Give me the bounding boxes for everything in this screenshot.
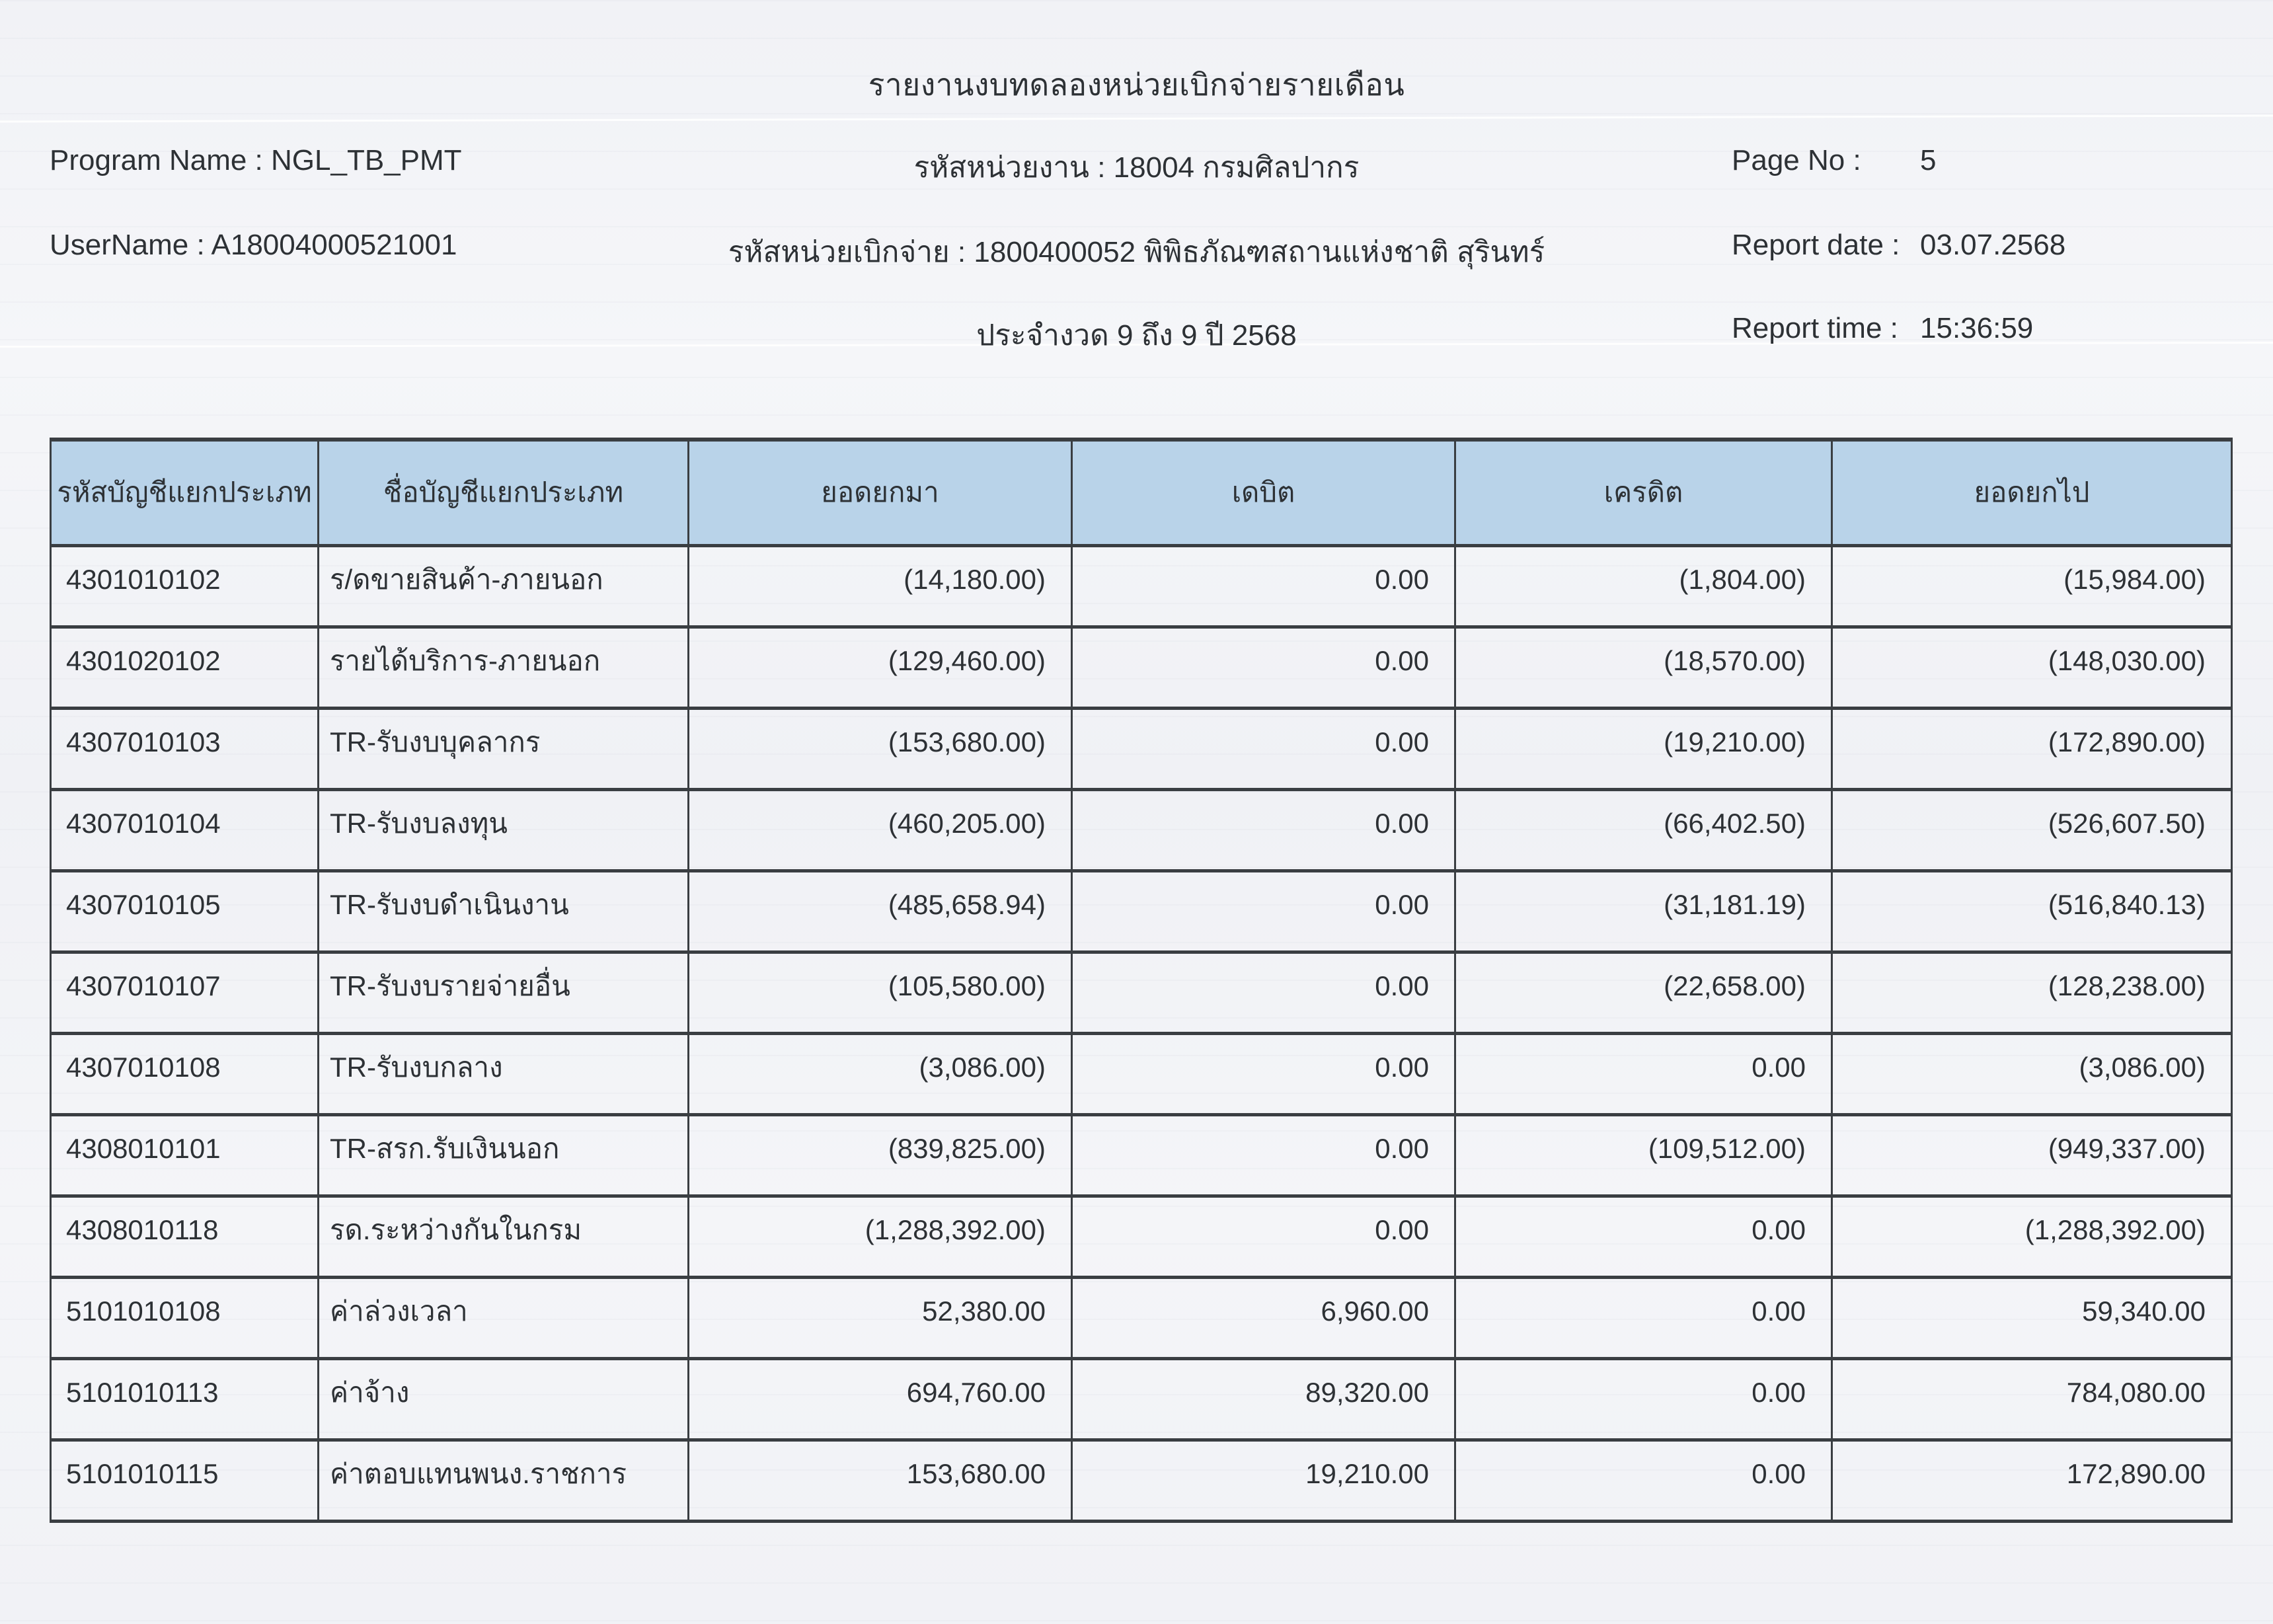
column-header-credit: เครดิต: [1455, 440, 1832, 545]
carry-forward-cell: (949,337.00): [1832, 1114, 2232, 1196]
carry-forward-cell: (1,288,392.00): [1832, 1196, 2232, 1277]
account-name-cell: ค่าตอบแทนพนง.ราชการ: [319, 1440, 689, 1521]
carry-forward-cell: (3,086.00): [1832, 1033, 2232, 1114]
account-name-cell: ร/ดขายสินค้า-ภายนอก: [319, 545, 689, 627]
carry-forward-cell: 59,340.00: [1832, 1277, 2232, 1358]
table-row: [51, 952, 2232, 1033]
account-name-cell: TR-รับงบบุคลากร: [319, 708, 689, 789]
debit-cell: 6,960.00: [1072, 1277, 1455, 1358]
credit-cell: 0.00: [1455, 1277, 1832, 1358]
balance-forward-cell: 694,760.00: [689, 1358, 1072, 1440]
debit-cell: 19,210.00: [1072, 1440, 1455, 1521]
credit-cell: 0.00: [1455, 1358, 1832, 1440]
table-row: [51, 1440, 2232, 1521]
balance-forward-cell: (129,460.00): [689, 627, 1072, 708]
account-name-cell: TR-รับงบรายจ่ายอื่น: [319, 952, 689, 1033]
account-name-cell: ค่าจ้าง: [319, 1358, 689, 1440]
report-time-label: Report time :: [1732, 312, 1898, 344]
account-code-cell: 4307010104: [51, 789, 319, 870]
balance-forward-cell: (485,658.94): [689, 870, 1072, 952]
credit-cell: (18,570.00): [1455, 627, 1832, 708]
carry-forward-cell: 172,890.00: [1832, 1440, 2232, 1521]
account-name-cell: TR-รับงบดำเนินงาน: [319, 870, 689, 952]
debit-cell: 0.00: [1072, 1196, 1455, 1277]
agency-code-value: 18004 กรมศิลปากร: [1113, 151, 1360, 184]
account-code-cell: 4301020102: [51, 627, 319, 708]
debit-cell: 0.00: [1072, 789, 1455, 870]
debit-cell: 0.00: [1072, 1033, 1455, 1114]
carry-forward-cell: (128,238.00): [1832, 952, 2232, 1033]
carry-forward-cell: 784,080.00: [1832, 1358, 2232, 1440]
table-row: [51, 789, 2232, 870]
debit-cell: 0.00: [1072, 1114, 1455, 1196]
scan-seam: [0, 114, 2273, 122]
header-line-user: [0, 229, 2273, 275]
account-code-cell: 4307010103: [51, 708, 319, 789]
table-row: [51, 708, 2232, 789]
carry-forward-cell: (15,984.00): [1832, 545, 2232, 627]
page-no-value: 5: [1920, 144, 1937, 176]
debit-cell: 0.00: [1072, 952, 1455, 1033]
table-header: [51, 440, 2232, 545]
account-code-cell: 4307010107: [51, 952, 319, 1033]
table-row: [51, 870, 2232, 952]
debit-cell: 0.00: [1072, 545, 1455, 627]
table-body: [51, 545, 2232, 1521]
debit-cell: 0.00: [1072, 708, 1455, 789]
program-name-value: NGL_TB_PMT: [271, 144, 462, 176]
page-no-label: Page No :: [1732, 144, 1861, 176]
credit-cell: (31,181.19): [1455, 870, 1832, 952]
debit-cell: 0.00: [1072, 870, 1455, 952]
username-label: UserName :: [50, 229, 205, 261]
credit-cell: 0.00: [1455, 1196, 1832, 1277]
balance-forward-cell: (460,205.00): [689, 789, 1072, 870]
column-header-debit: เดบิต: [1072, 440, 1455, 545]
credit-cell: (109,512.00): [1455, 1114, 1832, 1196]
column-header-account-code: รหัสบัญชีแยกประเภท: [51, 440, 319, 545]
credit-cell: 0.00: [1455, 1033, 1832, 1114]
account-name-cell: TR-สรก.รับเงินนอก: [319, 1114, 689, 1196]
disbursement-unit-label: รหัสหน่วยเบิกจ่าย :: [728, 236, 966, 268]
table-row: [51, 1033, 2232, 1114]
balance-forward-cell: (3,086.00): [689, 1033, 1072, 1114]
account-code-cell: 5101010115: [51, 1440, 319, 1521]
report-date-label: Report date :: [1732, 229, 1900, 261]
report-period: ประจำงวด 9 ถึง 9 ปี 2568: [976, 319, 1297, 352]
table-row: [51, 545, 2232, 627]
report-date-value: 03.07.2568: [1920, 229, 2066, 261]
balance-forward-cell: 153,680.00: [689, 1440, 1072, 1521]
credit-cell: (19,210.00): [1455, 708, 1832, 789]
report-time-value: 15:36:59: [1920, 312, 2034, 344]
trial-balance-table: [50, 438, 2233, 1523]
account-code-cell: 4307010108: [51, 1033, 319, 1114]
report-title: รายงานงบทดลองหน่วยเบิกจ่ายรายเดือน: [868, 67, 1405, 102]
account-code-cell: 4308010118: [51, 1196, 319, 1277]
balance-forward-cell: (839,825.00): [689, 1114, 1072, 1196]
balance-forward-cell: (14,180.00): [689, 545, 1072, 627]
account-name-cell: รด.ระหว่างกันในกรม: [319, 1196, 689, 1277]
carry-forward-cell: (148,030.00): [1832, 627, 2232, 708]
credit-cell: (66,402.50): [1455, 789, 1832, 870]
account-name-cell: TR-รับงบลงทุน: [319, 789, 689, 870]
table-row: [51, 1358, 2232, 1440]
disbursement-unit-value: 1800400052 พิพิธภัณฑสถานแห่งชาติ สุรินทร์: [974, 236, 1545, 268]
account-code-cell: 5101010113: [51, 1358, 319, 1440]
column-header-account-name: ชื่อบัญชีแยกประเภท: [319, 440, 689, 545]
account-name-cell: รายได้บริการ-ภายนอก: [319, 627, 689, 708]
account-code-cell: 4301010102: [51, 545, 319, 627]
account-name-cell: TR-รับงบกลาง: [319, 1033, 689, 1114]
header-line-period: [0, 312, 2273, 358]
table-row: [51, 1114, 2232, 1196]
header-line-program: [0, 144, 2273, 190]
table-header-row: [51, 440, 2232, 545]
debit-cell: 0.00: [1072, 627, 1455, 708]
column-header-carry-forward: ยอดยกไป: [1832, 440, 2232, 545]
table-row: [51, 627, 2232, 708]
table-row: [51, 1196, 2232, 1277]
balance-forward-cell: (153,680.00): [689, 708, 1072, 789]
credit-cell: 0.00: [1455, 1440, 1832, 1521]
balance-forward-cell: (105,580.00): [689, 952, 1072, 1033]
agency-code-label: รหัสหน่วยงาน :: [913, 151, 1106, 184]
debit-cell: 89,320.00: [1072, 1358, 1455, 1440]
carry-forward-cell: (172,890.00): [1832, 708, 2232, 789]
table-row: [51, 1277, 2232, 1358]
credit-cell: (1,804.00): [1455, 545, 1832, 627]
account-code-cell: 4307010105: [51, 870, 319, 952]
username-value: A18004000521001: [211, 229, 457, 261]
credit-cell: (22,658.00): [1455, 952, 1832, 1033]
program-name-label: Program Name :: [50, 144, 263, 176]
account-code-cell: 4308010101: [51, 1114, 319, 1196]
account-code-cell: 5101010108: [51, 1277, 319, 1358]
carry-forward-cell: (516,840.13): [1832, 870, 2232, 952]
balance-forward-cell: (1,288,392.00): [689, 1196, 1072, 1277]
account-name-cell: ค่าล่วงเวลา: [319, 1277, 689, 1358]
carry-forward-cell: (526,607.50): [1832, 789, 2232, 870]
balance-forward-cell: 52,380.00: [689, 1277, 1072, 1358]
column-header-balance-forward: ยอดยกมา: [689, 440, 1072, 545]
